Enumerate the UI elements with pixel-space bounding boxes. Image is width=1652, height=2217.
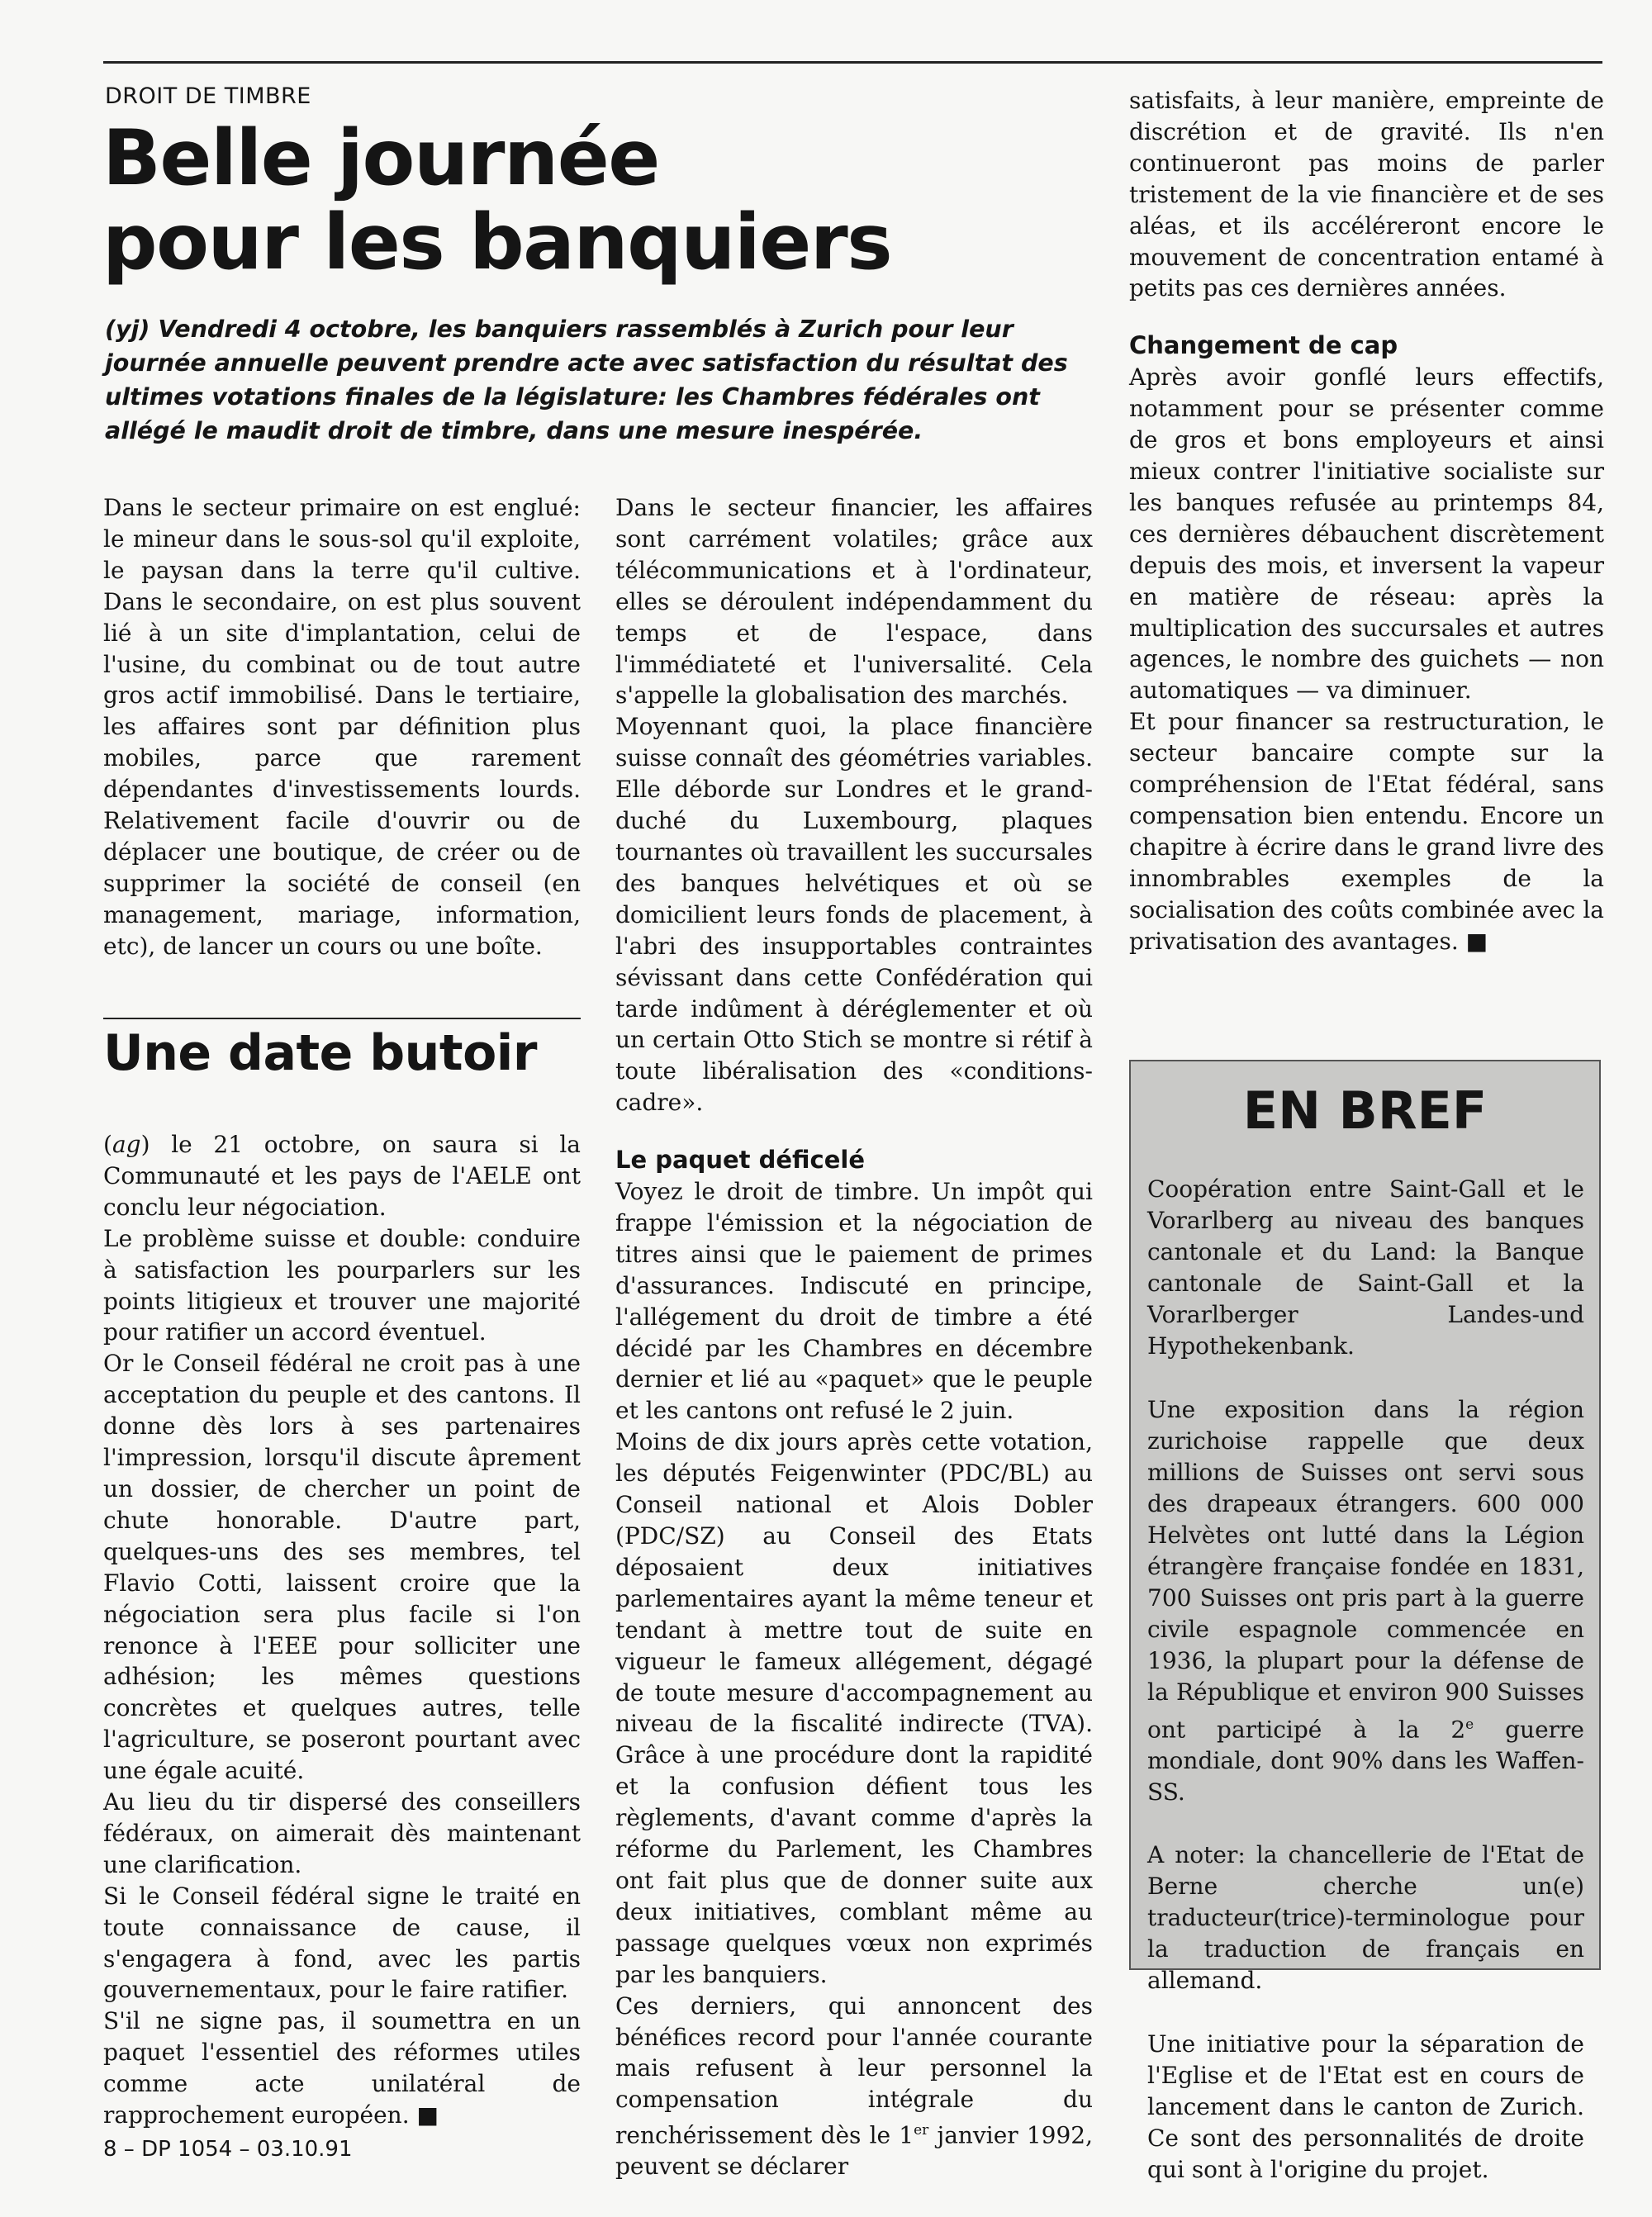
paragraph: (ag) le 21 octobre, on saura si la Communauté et les pays de l'AELE ont conclu leur négociation.	[103, 1131, 581, 1221]
en-bref-title: EN BREF	[1242, 1080, 1488, 1141]
paragraph: Dans le secteur financier, les affaires sont carrément volatiles; grâce aux télécommunications et à l'ordinateur, elles se déroulent indépendamment du temps et de l'espace, dans l'immédiateté et l'universalité. Cela s'appelle la globalisation des marchés.	[615, 494, 1093, 710]
column-1-article	[103, 492, 581, 962]
column-1-section	[103, 1129, 581, 2131]
subhead-paquet: Le paquet déficelé	[615, 1146, 865, 1175]
paragraph: Après avoir gonflé leurs effectifs, notamment pour se présenter comme de gros et bons employeurs et ainsi mieux contrer l'initiative socialiste sur les banques refusée au printemps 84, ces dernières débauchent discrètement depuis des mois, et inversent la vapeur en matière de réseau: après la multiplication des succursales et autres agences, le nombre des guichets — non automatiques — va diminuer.	[1129, 363, 1604, 705]
paragraph: Ces derniers, qui annoncent des bénéfices record pour l'année courante mais refusent à leur personnel la compensation intégrale du renchérissement dès le 1er janvier 1992, peuvent se déclarer	[615, 1992, 1093, 2181]
top-rule	[103, 61, 1602, 64]
paragraph: satisfaits, à leur manière, empreinte de discrétion et de gravité. Ils n'en continueront pas moins de parler tristement de la vie financière et de ses aléas, et ils accéléreront encore le mouvement de concentration entamé à petits pas ces dernières années.	[1129, 87, 1604, 302]
column-2	[615, 492, 1093, 2182]
paragraph: Moyennant quoi, la place financière suisse connaît des géométries variables. Elle déborde sur Londres et le grand-duché du Luxembourg, plaques tournantes où travaillent les succursales des banques helvétiques et où se domicilient leurs fonds de placement, à l'abri des insupportables contraintes sévissant dans cette Confédération qui tarde indûment à déréglementer et où un certain Otto Stich se montre si rétif à toute libéralisation des «conditions-cadre».	[615, 713, 1093, 1117]
paragraph: Or le Conseil fédéral ne croit pas à une acceptation du peuple et des cantons. Il donne dès lors à ses partenaires l'impression, lorsqu'il discute âprement un dossier, de chercher un point de chute honorable. D'autre part, quelques-uns des ses membres, tel Flavio Cotti, laissent croire que la négociation sera plus facile si l'on renonce à l'EEE pour solliciter une adhésion; les mêmes questions concrètes et quelques autres, telle l'agriculture, se poseront pourtant avec une égale acuité.	[103, 1350, 581, 1785]
lead-paragraph: (yj) Vendredi 4 octobre, les banquiers rassemblés à Zurich pour leur journée annuelle peuvent prendre acte avec satisfaction du résultat des ultimes votations finales de la législature: les Chambres fédérales ont allégé le maudit droit de timbre, dans une mesure inespérée.	[105, 316, 1068, 444]
paragraph: Et pour financer sa restructuration, le secteur bancaire compte sur la compréhension de l'Etat fédéral, sans compensation bien entendu. Encore un chapitre à écrire dans le grand livre des innombrables exemples de la socialisation des coûts combinée avec la privatisation des avantages. ■	[1129, 708, 1604, 955]
paragraph: Au lieu du tir dispersé des conseillers fédéraux, on aimerait dès maintenant une clarification.	[103, 1788, 581, 1878]
column-3	[1129, 85, 1604, 957]
paragraph: Moins de dix jours après cette votation, les députés Feigenwinter (PDC/BL) au Conseil national et Alois Dobler (PDC/SZ) au Conseil des Etats déposaient deux initiatives parlementaires ayant la même teneur et tendant à mettre tout de suite en vigueur le fameux allégement, dégagé de toute mesure d'accompagnement au niveau de la fiscalité indirecte (TVA). Grâce à une procédure dont la rapidité et la confusion défient tous les règlements, d'avant comme d'après la réforme du Parlement, les Chambres ont fait plus que de donner suite aux deux initiatives, comblant même au passage quelques vœux non exprimés par les banquiers.	[615, 1428, 1093, 1988]
headline-line-2: pour les banquiers	[102, 197, 892, 287]
paragraph: Voyez le droit de timbre. Un impôt qui frappe l'émission et la négociation de titres ainsi que le paiement de primes d'assurances. Indiscuté en principe, l'allégement du droit de timbre a été décidé par les Chambres en décembre dernier et lié au «paquet» que le peuple et les cantons ont refusé le 2 juin.	[615, 1178, 1093, 1425]
paragraph: Le problème suisse et double: conduire à satisfaction les pourparlers sur les points litigieux et trouver une majorité pour ratifier un accord éventuel.	[103, 1224, 581, 1346]
kicker: DROIT DE TIMBRE	[105, 83, 311, 109]
en-bref-body	[1147, 1174, 1584, 2217]
section-divider	[103, 1018, 581, 1019]
end-mark: ■	[416, 2101, 439, 2129]
page-footer: 8 – DP 1054 – 03.10.91	[103, 2137, 353, 2162]
paragraph: Dans le secteur primaire on est englué: le mineur dans le sous-sol qu'il exploite, le paysan dans la terre qu'il cultive. Dans le secondaire, on est plus souvent lié à un site d'implantation, celui de l'usine, du combinat ou de tout autre gros actif immobilisé. Dans le tertiaire, les affaires sont par définition plus mobiles, parce que rarement dépendantes d'investissements lourds. Relativement facile d'ouvrir ou de déplacer une boutique, de créer ou de supprimer la société de conseil (en management, mariage, information, etc), de lancer un cours ou une boîte.	[103, 494, 581, 960]
en-bref-box	[1129, 1060, 1601, 2183]
brief-item: Une exposition dans la région zurichoise rappelle que deux millions de Suisses ont servi sous des drapeaux étrangers. 600 000 Helvètes ont lutté dans la Légion étrangère française fondée en 1831, 700 Suisses ont pris part à la guerre civile espagnole commencée en 1936, la plupart pour la défense de la République et environ 900 Suisses ont participé à la 2e guerre mondiale, dont 90% dans les Waffen-SS.	[1147, 1395, 1584, 1806]
headline-line-1: Belle journée	[102, 113, 659, 202]
brief-item: Une initiative pour la séparation de l'Eglise et de l'Etat est en cours de lancement dans le canton de Zurich. Ce sont des personnalités de droite qui sont à l'origine du projet.	[1147, 2029, 1584, 2183]
end-mark: ■	[1465, 927, 1488, 955]
brief-item: Coopération entre Saint-Gall et le Vorarlberg au niveau des banques cantonale et du Land: la Banque cantonale de Saint-Gall et la Vorarlberger Landes-und Hypothekenbank.	[1147, 1175, 1584, 1360]
brief-item: A noter: la chancellerie de l'Etat de Berne cherche un(e) traducteur(trice)-terminologue pour la traduction de français en allemand.	[1147, 1841, 1584, 1995]
subhead-cap: Changement de cap	[1129, 331, 1398, 360]
author-initials: ag	[112, 1131, 141, 1158]
headline	[102, 113, 1110, 287]
section-title: Une date butoir	[103, 1024, 537, 1082]
paragraph: Si le Conseil fédéral signe le traité en toute connaissance de cause, il s'engagera à fond, avec les partis gouvernementaux, pour le faire ratifier.	[103, 1882, 581, 2004]
paragraph: S'il ne signe pas, il soumettra en un paquet l'essentiel des réformes utiles comme acte unilatéral de rapprochement européen. ■	[103, 2007, 581, 2129]
